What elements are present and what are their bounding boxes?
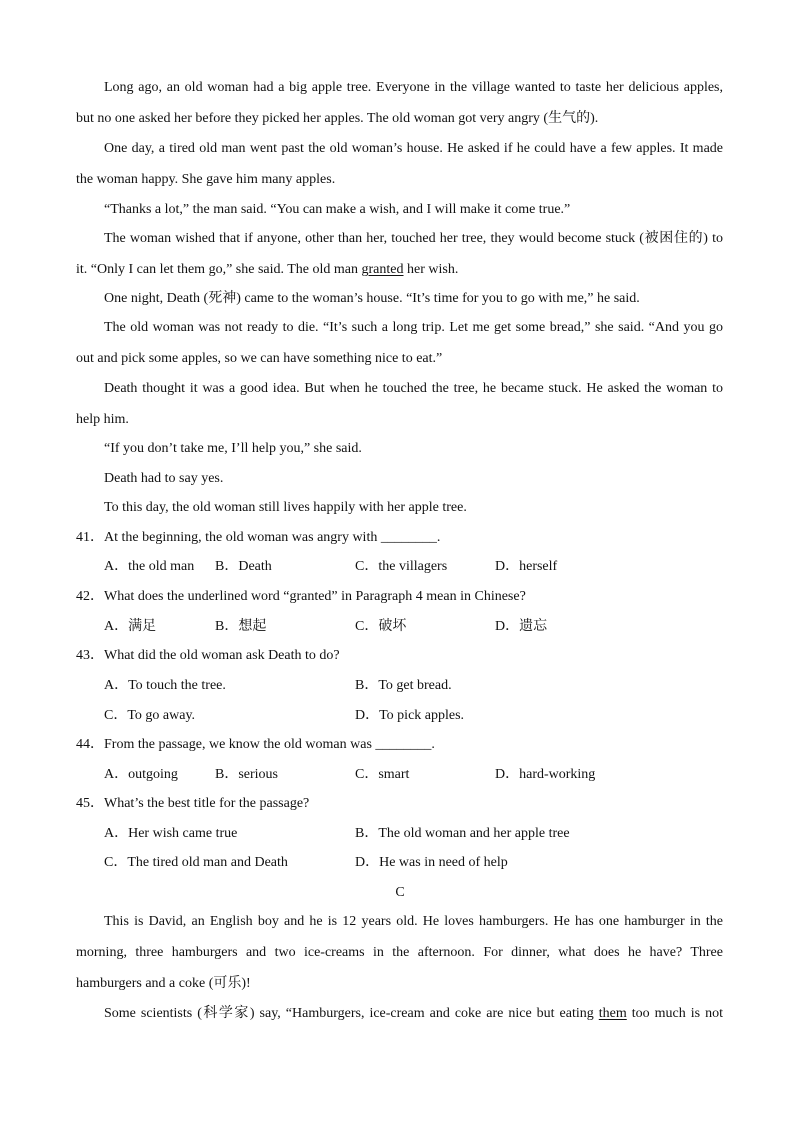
- passage-line: hamburgers and a coke (可乐)!: [76, 976, 251, 991]
- option-d: D．遗忘: [495, 619, 548, 634]
- option-c: C．To go away.: [104, 708, 196, 723]
- passage-line: the woman happy. She gave him many apples.: [76, 172, 336, 187]
- option-a: A．Her wish came true: [104, 826, 238, 841]
- option-d: D．hard-working: [495, 767, 596, 782]
- question-45: 45．What’s the best title for the passage?: [76, 796, 310, 811]
- passage-line: [76, 262, 458, 278]
- passage-line: To this day, the old woman still lives happily with her apple tree.: [104, 500, 467, 515]
- question-43: 43．What did the old woman ask Death to do?: [76, 648, 340, 663]
- option-c: C．The tired old man and Death: [104, 855, 288, 870]
- passage-line: One day, a tired old man went past the old woman’s house. He asked if he could have a few apples. It made: [104, 141, 723, 156]
- passage-line: This is David, an English boy and he is 12 years old. He loves hamburgers. He has one hamburger in the: [104, 914, 723, 929]
- option-b: B．To get bread.: [355, 678, 452, 693]
- option-d: D．herself: [495, 559, 558, 574]
- option-b: B．想起: [215, 619, 267, 634]
- passage-line: “Thanks a lot,” the man said. “You can make a wish, and I will make it come true.”: [104, 202, 571, 217]
- option-b: B．serious: [215, 767, 278, 782]
- option-b: B．Death: [215, 559, 272, 574]
- text-segment: Some scientists (科学家) say, “Hamburgers, ice-cream and coke are nice but eating: [104, 1006, 594, 1021]
- underlined-word-granted: granted: [361, 262, 404, 277]
- section-heading: C: [395, 885, 405, 900]
- text-segment: too much is not: [631, 1006, 723, 1021]
- question-41: 41．At the beginning, the old woman was angry with ________.: [76, 530, 441, 545]
- option-d: D．To pick apples.: [355, 708, 465, 723]
- passage-line: but no one asked her before they picked her apples. The old woman got very angry (生气的).: [76, 111, 599, 126]
- underlined-word-them: them: [598, 1006, 627, 1021]
- passage-line: Long ago, an old woman had a big apple tree. Everyone in the village wanted to taste her delicious apples,: [104, 80, 723, 95]
- passage-line: out and pick some apples, so we can have something nice to eat.”: [76, 351, 443, 366]
- option-a: A．outgoing: [104, 767, 178, 782]
- passage-line: “If you don’t take me, I’ll help you,” she said.: [104, 441, 362, 456]
- option-a: A．the old man: [104, 559, 195, 574]
- option-c: C．破坏: [355, 619, 407, 634]
- passage-line: Death thought it was a good idea. But when he touched the tree, he became stuck. He asked the woman to: [104, 381, 723, 396]
- option-b: B．The old woman and her apple tree: [355, 826, 570, 841]
- option-a: A．To touch the tree.: [104, 678, 226, 693]
- passage-line: One night, Death (死神) came to the woman’s house. “It’s time for you to go with me,” he said.: [104, 291, 640, 306]
- passage-line: morning, three hamburgers and two ice-creams in the afternoon. For dinner, what does he have? Three: [76, 945, 723, 960]
- text-segment: it. “Only I can let them go,” she said. The old man: [76, 262, 359, 277]
- passage-line: [104, 1006, 723, 1022]
- option-c: C．smart: [355, 767, 410, 782]
- passage-line: Death had to say yes.: [104, 471, 224, 486]
- question-42: 42．What does the underlined word “granted” in Paragraph 4 mean in Chinese?: [76, 589, 526, 604]
- option-d: D．He was in need of help: [355, 855, 508, 870]
- option-c: C．the villagers: [355, 559, 448, 574]
- passage-line: The woman wished that if anyone, other than her, touched her tree, they would become stuck (被困住的) to: [104, 231, 723, 246]
- option-a: A．满足: [104, 619, 157, 634]
- passage-line: The old woman was not ready to die. “It’s such a long trip. Let me get some bread,” she said. “And you go: [104, 320, 723, 335]
- question-44: 44．From the passage, we know the old woman was ________.: [76, 737, 435, 752]
- passage-line: help him.: [76, 412, 129, 427]
- text-segment: her wish.: [407, 262, 459, 277]
